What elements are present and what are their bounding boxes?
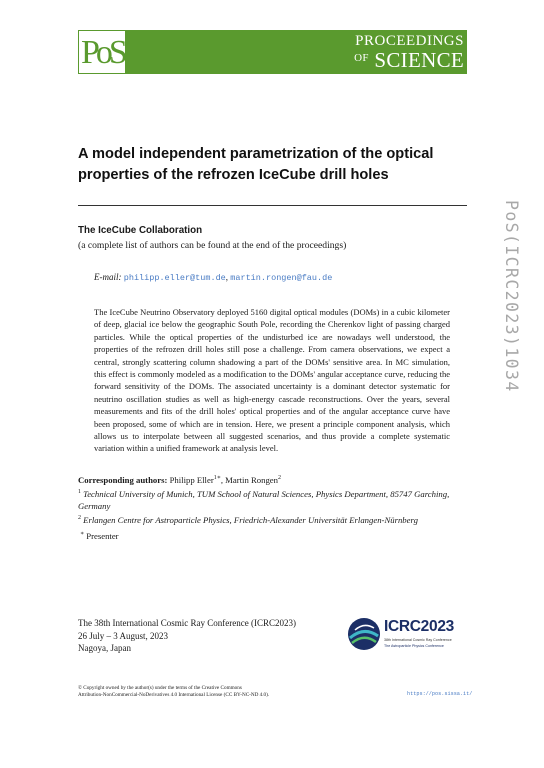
conference-place: Nagoya, Japan xyxy=(78,643,131,653)
proceedings-of-science-title xyxy=(354,33,464,72)
presenter-note: ∗ Presenter xyxy=(80,530,119,541)
affiliation-1: $^1$ Technical University of Munich, TUM School of Natural Sciences, Physics Department, 85747 Garching, Germany xyxy=(78,488,450,511)
conference-name: The 38th International Cosmic Ray Conference (ICRC2023) xyxy=(78,618,296,628)
email-label: E-mail: xyxy=(94,272,122,282)
pos-url-link[interactable]: https://pos.sissa.it/ xyxy=(407,691,473,697)
banner-line-proceedings: PROCEEDINGS xyxy=(355,33,464,49)
conference-dates: 26 July – 3 August, 2023 xyxy=(78,630,169,641)
banner-line-science: $^{OF}$ SCIENCE xyxy=(354,48,464,72)
abstract: The IceCube Neutrino Observatory deployed 5160 digital optical modules (DOMs) in a cubic kilometer of deep, glacial ice below the geographic South Pole, recording the Cherenkov light of passing charged particles. While the optical properties of the undisturbed ice are nowadays well understood, the properties of the refrozen drill holes still pose a challenge. From camera observations, we expect a central, strongly scattering column shadowing a part of the DOMs' sensitive area. In MC simulation, this effect is commonly modeled as a modification to the DOMs' angular acceptance curve, reducing the forward sensitivity of the DOMs. The associated uncertainty is a dominant detector systematic for neutrino oscillation studies as well as high-energy cascade reconstructions. Over the years, several measurements and fits of the drill holes' optical properties and of the angular acceptance curve have been proposed, some of which are in tension. Here, we present a principle component analysis, which allows us to interpolate between all suggested scenarios, and thus provide a complete systematic variation within a unified framework at analysis level. xyxy=(94,307,450,454)
affiliation-2: $^2$ Erlangen Centre for Astroparticle Physics, Friedrich-Alexander Universität Erlangen-Nürnberg xyxy=(78,514,418,525)
title-rule xyxy=(78,205,467,206)
authors: The IceCube Collaboration xyxy=(78,225,203,236)
email-row: E-mail: philipp.eller@tum.de, martin.rongen@fau.de xyxy=(94,272,333,283)
paper-title: A model independent parametrization of the optical properties of the refrozen IceCube drill holes xyxy=(78,146,434,183)
icrc-mark-icon xyxy=(346,616,382,652)
icrc-logo xyxy=(346,616,466,656)
email-link-rongen[interactable]: martin.rongen@fau.de xyxy=(230,273,333,283)
pos-logo-text: PoS xyxy=(81,34,124,71)
authors-note: (a complete list of authors can be found at the end of the proceedings) xyxy=(78,240,347,251)
side-paper-id-text: PoS(ICRC2023)1034 xyxy=(502,200,521,393)
corresponding-label: Corresponding authors: xyxy=(78,474,168,485)
conference-info xyxy=(78,617,296,655)
icrc-logo-tagline: The Astroparticle Physics Conference xyxy=(384,644,444,648)
corresponding-authors: Corresponding authors: Philipp Eller$^{1∗}$, Martin Rongen$^2$ $^1$ Technical University of Munich, TUM School of Natural Sciences, Physics Department, 85747 Garching, Germany $^2$ Erlangen Centre for Astroparticle Physics, Friedrich-Alexander Universität Erlangen-Nürnberg xyxy=(78,472,466,526)
corresponding-author-2: Martin Rongen xyxy=(225,474,278,485)
icrc-logo-subtitle: 38th International Cosmic Ray Conference xyxy=(384,638,452,642)
icrc-logo-title: ICRC2023 xyxy=(384,618,454,635)
email-link-eller[interactable]: philipp.eller@tum.de xyxy=(123,273,226,283)
corresponding-author-1: Philipp Eller xyxy=(169,474,214,485)
side-paper-id xyxy=(497,200,527,500)
pos-logo xyxy=(78,30,126,74)
license-note: © Copyright owned by the author(s) under the terms of the Creative Commons Attribution-NonCommercial-NoDerivatives 4.0 International License (CC BY-NC-ND 4.0). xyxy=(78,685,270,698)
